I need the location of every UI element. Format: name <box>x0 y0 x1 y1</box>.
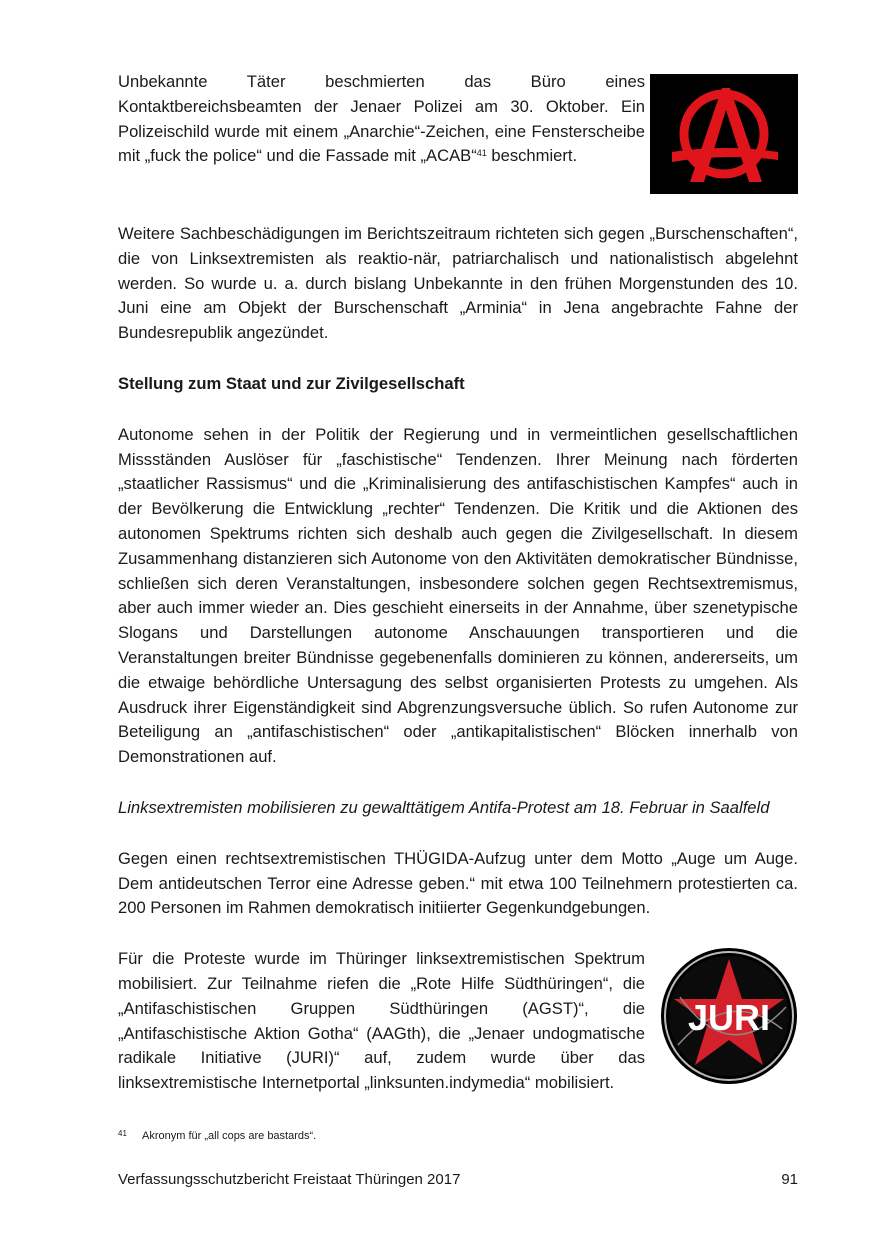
anarchy-symbol-image <box>650 74 798 194</box>
footnote <box>118 1127 316 1143</box>
paragraph-state-civil-society: Autonome sehen in der Politik der Regierung und in vermeintlichen gesellschaftlichen Missständen Auslöser für „faschistische“ Tendenzen. Ihrer Meinung nach förderten „staatlicher Rassismus“ und die „Kriminalisierung des antifaschistischen Kampfes“ auch in der Bevölkerung die Entwicklung „rechter“ Tendenzen. Die Kritik und die Aktionen des autonomen Spektrums richten sich deshalb auch gegen die Zivilgesellschaft. In diesem Zusammenhang distanzieren sich Autonome von den Aktivitäten demokratischer Bündnisse, schließen sich deren Veranstaltungen, insbesondere solchen gegen Rechtsextremismus, aber auch immer wieder an. Dies geschieht einerseits in der Annahme, über szenetypische Slogans und Darstellungen autonome Anschauungen transportieren und die Veranstaltungen breiter Bündnisse gegebenenfalls dominieren zu können, andererseits, um die etwaige behördliche Untersagung des selbst organisierten Protests zu umgehen. Als Ausdruck ihrer Eigenständigkeit sind Abgrenzungsversuche üblich. So rufen Autonome zur Beteiligung an „antifaschistischen“ oder „antikapitalistischen“ Blöcken innerhalb von Demonstrationen auf. <box>118 424 798 767</box>
subsection-heading: Linksextremisten mobilisieren zu gewalttätigem Antifa-Protest am 18. Februar in Saalfeld <box>118 797 770 817</box>
footnote-text: Akronym für „all cops are bastards“. <box>142 1130 317 1142</box>
paragraph-thuegida-protest: Gegen einen rechtsextremistischen THÜGIDA-Aufzug unter dem Motto „Auge um Auge. Dem antideutschen Terror eine Adresse geben.“ mit etwa 100 Teilnehmern protestierten ca. 200 Personen im Rahmen demokratisch initiierter Gegenkundgebungen. <box>118 848 798 918</box>
juri-section <box>118 947 798 1096</box>
page-number: 91 <box>781 1171 798 1188</box>
page-body <box>118 70 798 1096</box>
footer-title: Verfassungsschutzbericht Freistaat Thüringen 2017 <box>118 1171 461 1188</box>
footnote-number: 41 <box>118 1129 127 1138</box>
paragraph-mobilisation: Für die Proteste wurde im Thüringer linksextremistischen Spektrum mobilisiert. Zur Teilnahme riefen die „Rote Hilfe Südthüringen“, die „Antifaschistischen Gruppen Südthüringen (AGST)“, die „Antifaschistische Aktion Gotha“ (AAGth), die „Jenaer undogmatische radikale Initiative (JURI)“ auf, zudem wurde über das linksextremistische Internetportal „linksunten.indymedia“ mobilisiert. <box>118 949 645 1093</box>
paragraph-fraternities: Weitere Sachbeschädigungen im Berichtszeitraum richteten sich gegen „Burschenschaften“, die von Linksextremisten als reaktio-när, patriarchalisch und nationalistisch abgelehnt werden. So wurde u. a. durch bislang Unbekannte in den frühen Morgenstunden des 10. Juni eine am Objekt der Burschenschaft „Arminia“ in Jena angebrachte Fahne der Bundesrepublik angezündet. <box>118 224 798 343</box>
intro-section <box>118 70 798 196</box>
page-footer <box>118 1170 798 1190</box>
juri-logo-image <box>660 947 798 1085</box>
footnote-reference[interactable]: 41 <box>476 148 487 159</box>
anarchy-icon <box>650 74 798 194</box>
juri-logo-text: JURI <box>687 997 771 1039</box>
paragraph-office-vandalism: Unbekannte Täter beschmierten das Büro eines Kontaktbereichsbeamten der Jenaer Polizei am 30. Oktober. Ein Polizeischild wurde mit einem „Anarchie“-Zeichen, eine Fensterscheibe mit „fuck the police“ und die Fassade mit „ACAB“$^{41}$ beschmiert. <box>118 72 645 166</box>
juri-logo-icon <box>660 947 798 1085</box>
section-heading: Stellung zum Staat und zur Zivilgesellschaft <box>118 373 465 393</box>
